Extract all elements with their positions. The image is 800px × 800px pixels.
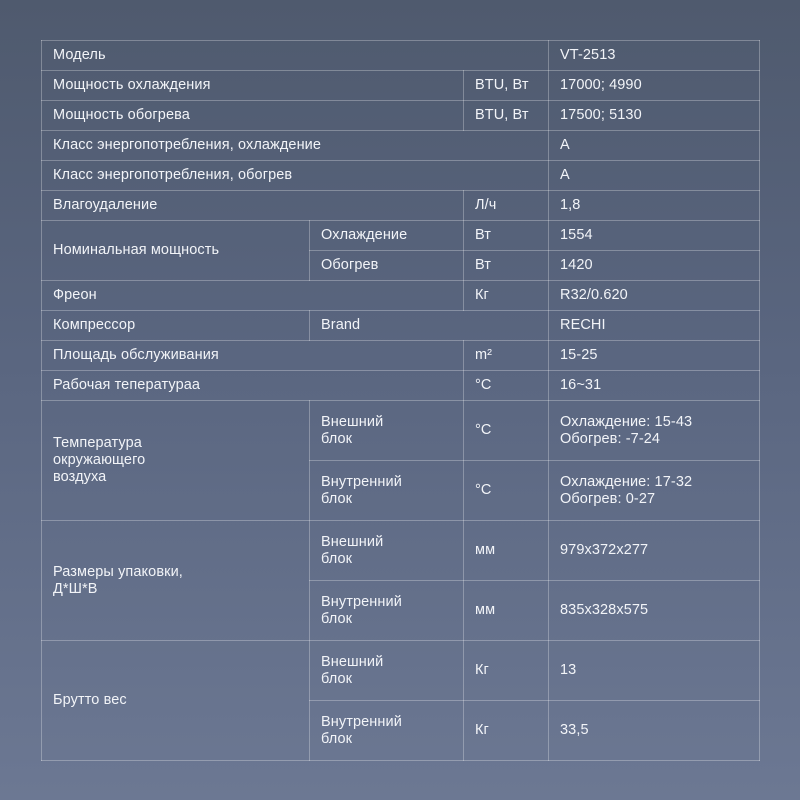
ambient-temp-outdoor-label: Внешний блок [310,401,464,461]
package-size-label: Размеры упаковки, Д*Ш*В [42,521,310,641]
package-size-indoor-label: Внутренний блок [310,581,464,641]
package-size-indoor-value: 835x328x575 [549,581,760,641]
nominal-power-heating-unit: Вт [464,251,549,281]
dehumidification-value: 1,8 [549,191,760,221]
service-area-value: 15-25 [549,341,760,371]
heating-power-label: Мощность обогрева [42,101,464,131]
package-size-outdoor-unit: мм [464,521,549,581]
package-size-outdoor-label: Внешний блок [310,521,464,581]
package-size-indoor-unit: мм [464,581,549,641]
energy-class-heating-label: Класс энергопотребления, обогрев [42,161,549,191]
table-row [42,311,760,341]
gross-weight-label: Брутто вес [42,641,310,761]
dehumidification-unit: Л/ч [464,191,549,221]
spec-table [41,40,760,761]
operating-temp-label: Рабочая теператураa [42,371,464,401]
table-row [42,521,760,581]
ambient-temp-indoor-label: Внутренний блок [310,461,464,521]
model-label: Модель [42,41,549,71]
energy-class-heating-value: A [549,161,760,191]
cooling-power-unit: BTU, Вт [464,71,549,101]
compressor-value: RECHI [549,311,760,341]
freon-value: R32/0.620 [549,281,760,311]
heating-power-value: 17500; 5130 [549,101,760,131]
table-row [42,71,760,101]
ambient-temp-indoor-unit: °C [464,461,549,521]
table-row [42,641,760,701]
table-row [42,41,760,71]
freon-unit: Кг [464,281,549,311]
ambient-temp-outdoor-unit: °C [464,401,549,461]
energy-class-cooling-label: Класс энергопотребления, охлаждение [42,131,549,161]
nominal-power-cooling-unit: Вт [464,221,549,251]
freon-label: Фреон [42,281,464,311]
nominal-power-heating-value: 1420 [549,251,760,281]
table-row [42,161,760,191]
heating-power-unit: BTU, Вт [464,101,549,131]
service-area-label: Площадь обслуживания [42,341,464,371]
nominal-power-label: Номинальная мощность [42,221,310,281]
gross-weight-outdoor-label: Внешний блок [310,641,464,701]
table-row [42,131,760,161]
energy-class-cooling-value: A [549,131,760,161]
gross-weight-indoor-value: 33,5 [549,701,760,761]
package-size-outdoor-value: 979x372x277 [549,521,760,581]
cooling-power-label: Мощность охлаждения [42,71,464,101]
cooling-power-value: 17000; 4990 [549,71,760,101]
table-row [42,281,760,311]
ambient-temp-label: Температура окружающего воздуха [42,401,310,521]
table-row [42,221,760,251]
ambient-temp-outdoor-value: Охлаждение: 15-43 Обогрев: -7-24 [549,401,760,461]
dehumidification-label: Влагоудаление [42,191,464,221]
model-value: VT-2513 [549,41,760,71]
compressor-label: Компрессор [42,311,310,341]
nominal-power-cooling-label: Охлаждение [310,221,464,251]
nominal-power-heating-label: Обогрев [310,251,464,281]
table-row [42,341,760,371]
compressor-sub: Brand [310,311,549,341]
nominal-power-cooling-value: 1554 [549,221,760,251]
ambient-temp-indoor-value: Охлаждение: 17-32 Обогрев: 0-27 [549,461,760,521]
gross-weight-indoor-unit: Кг [464,701,549,761]
operating-temp-unit: °C [464,371,549,401]
table-row [42,191,760,221]
gross-weight-outdoor-value: 13 [549,641,760,701]
service-area-unit: m² [464,341,549,371]
table-row [42,101,760,131]
table-row [42,401,760,461]
gross-weight-indoor-label: Внутренний блок [310,701,464,761]
gross-weight-outdoor-unit: Кг [464,641,549,701]
table-row [42,371,760,401]
operating-temp-value: 16~31 [549,371,760,401]
